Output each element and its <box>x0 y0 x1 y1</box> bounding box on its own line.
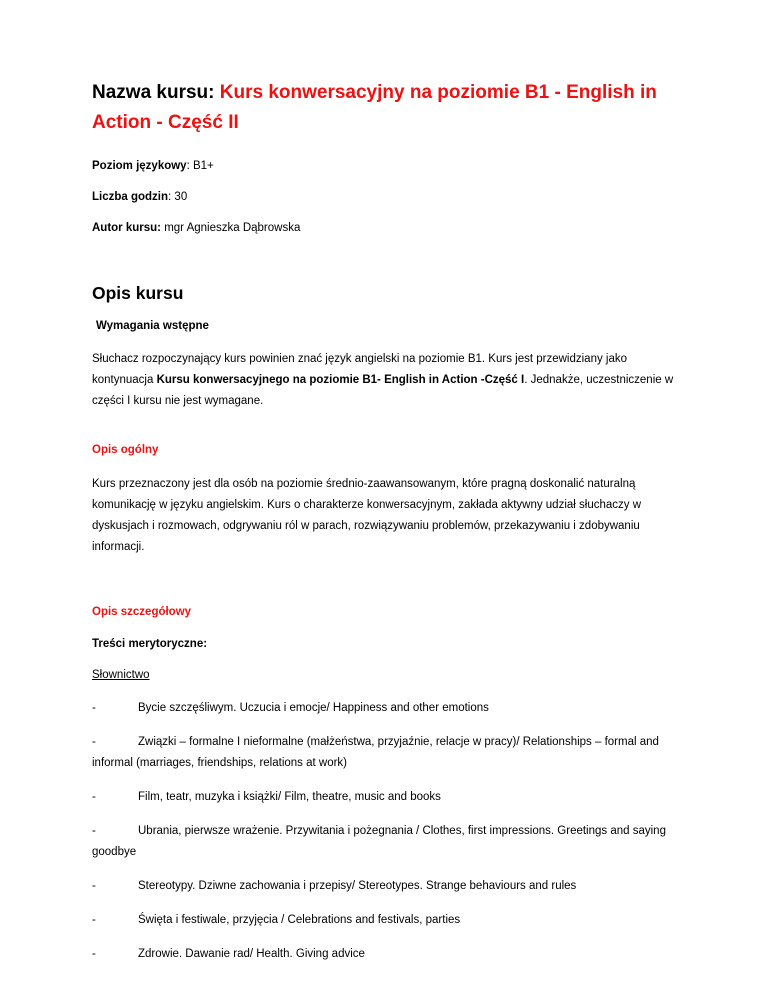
meta-level-sep: : <box>186 160 193 172</box>
section-heading-course-description: Opis kursu <box>92 283 184 303</box>
list-item <box>92 944 676 965</box>
list-item-text: Zdrowie. Dawanie rad/ Health. Giving advice <box>138 948 365 960</box>
list-dash: - <box>92 914 96 926</box>
list-dash: - <box>92 825 96 837</box>
requirements-text-2: . Jednakże, uczestniczenie w części I kursu nie jest wymagane. <box>92 374 674 407</box>
requirements-heading: Wymagania wstępne <box>96 320 209 332</box>
list-item-text: Święta i festiwale, przyjęcia / Celebrations and festivals, parties <box>138 914 461 926</box>
meta-level-value: B1+ <box>192 160 214 172</box>
meta-author <box>92 220 676 236</box>
list-item <box>92 698 676 719</box>
detailed-description-heading: Opis szczegółowy <box>92 606 192 618</box>
meta-hours <box>92 189 676 205</box>
course-title-label: Nazwa kursu: <box>92 82 215 103</box>
meta-author-label: Autor kursu: <box>92 222 161 234</box>
list-item-text: Związki – formalne I nieformalne (małżeństwa, przyjaźnie, relacje w pracy)/ Relationships – formal and informal (marriages, friendships, relations at work) <box>92 736 659 769</box>
vocabulary-list <box>92 698 676 965</box>
list-dash: - <box>92 702 96 714</box>
list-item <box>92 910 676 931</box>
list-dash: - <box>92 736 96 748</box>
meta-level <box>92 158 676 174</box>
meta-hours-sep: : <box>168 191 175 203</box>
list-item <box>92 732 676 774</box>
course-title-name: Kurs konwersacyjny na poziomie B1 - English in Action - Część II <box>92 82 657 133</box>
meta-level-label: Poziom językowy <box>92 160 187 172</box>
meta-hours-value: 30 <box>174 191 188 203</box>
list-dash: - <box>92 948 96 960</box>
meta-author-value: mgr Agnieszka Dąbrowska <box>164 222 301 234</box>
vocabulary-heading: Słownictwo <box>92 669 150 681</box>
list-dash: - <box>92 791 96 803</box>
meta-hours-label: Liczba godzin <box>92 191 169 203</box>
list-item-text: Film, teatr, muzyka i książki/ Film, theatre, music and books <box>138 791 441 803</box>
content-heading: Treści merytoryczne: <box>92 638 208 650</box>
list-item <box>92 821 676 863</box>
list-item-text: Bycie szczęśliwym. Uczucia i emocje/ Happiness and other emotions <box>138 702 489 714</box>
list-item <box>92 787 676 808</box>
requirements-paragraph <box>92 349 676 412</box>
general-description-paragraph: Kurs przeznaczony jest dla osób na poziomie średnio-zaawansowanym, które pragną doskonalić naturalną komunikację w języku angielskim. Kurs o charakterze konwersacyjnym, zakłada aktywny udział słuchaczy w dyskusjach i rozmowach, odgrywaniu ról w parach, rozwiązywaniu problemów, przekazywaniu i zdobywaniu informacji. <box>92 478 642 553</box>
requirements-text-1: Słuchacz rozpoczynający kurs powinien znać język angielski na poziomie B1. Kurs jest przewidziany jako kontynuacja <box>92 353 628 386</box>
list-item-text: Ubrania, pierwsze wrażenie. Przywitania i pożegnania / Clothes, first impressions. Greetings and saying goodbye <box>92 825 666 858</box>
general-description-heading: Opis ogólny <box>92 444 159 456</box>
list-item-text: Stereotypy. Dziwne zachowania i przepisy/ Stereotypes. Strange behaviours and rules <box>138 880 577 892</box>
requirements-bold: Kursu konwersacyjnego na poziomie B1- English in Action -Część I <box>156 374 525 386</box>
course-title <box>92 78 676 138</box>
list-item <box>92 876 676 897</box>
list-dash: - <box>92 880 96 892</box>
